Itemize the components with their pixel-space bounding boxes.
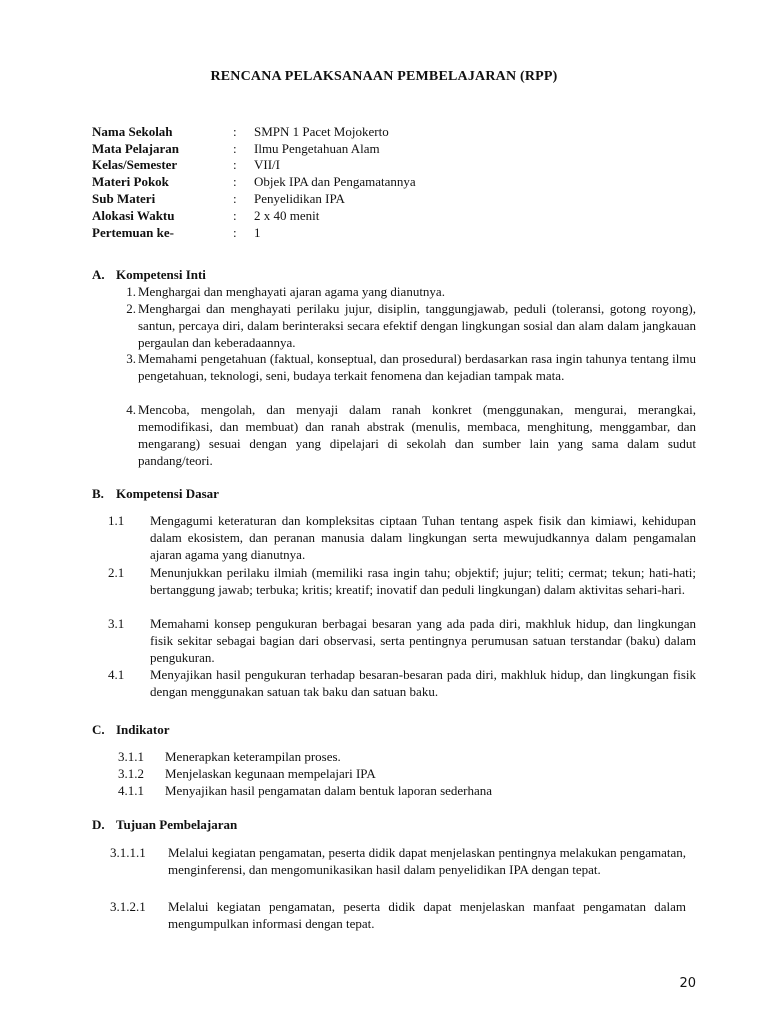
list-text: Menghargai dan menghayati ajaran agama yang dianutnya. bbox=[138, 284, 445, 299]
info-row-subject bbox=[92, 140, 692, 157]
info-value: Penyelidikan IPA bbox=[254, 191, 345, 206]
info-label: Kelas/Semester bbox=[92, 157, 178, 172]
section-letter: C. bbox=[92, 722, 105, 737]
info-colon: : bbox=[233, 174, 237, 189]
info-label: Mata Pelajaran bbox=[92, 141, 180, 156]
list-number: 4.1.1 bbox=[118, 783, 144, 798]
info-colon: : bbox=[233, 141, 237, 156]
list-text: Memahami konsep pengukuran berbagai besaran yang ada pada diri, makhluk hidup, dan lingkungan fisik sekitar sebagai bagian dari observasi, serta pentingnya perumusan satuan terstandar (baku) dalam pengukuran. bbox=[150, 616, 696, 665]
info-label: Materi Pokok bbox=[92, 174, 169, 189]
info-row-meeting bbox=[92, 224, 692, 241]
section-title: Indikator bbox=[116, 722, 170, 737]
list-text: Melalui kegiatan pengamatan, peserta didik dapat menjelaskan manfaat pengamatan dalam mengumpulkan informasi dengan tepat. bbox=[168, 899, 686, 931]
info-value: Objek IPA dan Pengamatannya bbox=[254, 174, 416, 189]
info-row-school bbox=[92, 123, 692, 140]
section-letter: D. bbox=[92, 817, 105, 832]
info-value: SMPN 1 Pacet Mojokerto bbox=[254, 124, 389, 139]
section-heading-b bbox=[92, 485, 219, 502]
list-text: Mencoba, mengolah, dan menyaji dalam ranah konkret (menggunakan, mengurai, merangkai, memodifikasi, dan membuat) dan ranah abstrak (menulis, membaca, menghitung, menggambar, dan mengarang) sesuai dengan yang dipelajari di sekolah dan sumber lain yang sama dalam sudut pandang/teori. bbox=[138, 402, 696, 468]
list-text: Menunjukkan perilaku ilmiah (memiliki rasa ingin tahu; objektif; jujur; teliti; cermat; tekun; hati-hati; bertanggung jawab; terbuka; kritis; kreatif; inovatif dan peduli lingkungan) dalam aktivitas sehari-hari. bbox=[150, 565, 696, 597]
list-number: 2. bbox=[126, 301, 136, 316]
list-item-kd-1-1 bbox=[108, 512, 696, 563]
list-text: Menerapkan keterampilan proses. bbox=[165, 749, 341, 764]
list-number: 1.1 bbox=[108, 513, 125, 528]
info-row-topic bbox=[92, 173, 692, 190]
page-number: 20 bbox=[679, 976, 696, 991]
list-text: Menyajikan hasil pengukuran terhadap besaran-besaran pada diri, makhluk hidup, dan lingkungan fisik dengan menggunakan satuan tak baku dan satuan baku. bbox=[150, 667, 696, 699]
list-number: 2.1 bbox=[108, 565, 125, 580]
section-letter: B. bbox=[92, 486, 104, 501]
info-colon: : bbox=[233, 191, 237, 206]
list-item-kd-4-1 bbox=[108, 666, 696, 700]
info-row-class bbox=[92, 156, 692, 173]
section-heading-c bbox=[92, 721, 169, 738]
info-colon: : bbox=[233, 225, 237, 240]
info-value: 1 bbox=[254, 225, 261, 240]
list-item-ki-2 bbox=[112, 300, 696, 351]
list-number: 4.1 bbox=[108, 667, 125, 682]
list-item-indikator-3 bbox=[118, 782, 698, 799]
list-number: 1. bbox=[126, 284, 136, 299]
list-item-ki-1 bbox=[112, 283, 696, 300]
section-title: Kompetensi Inti bbox=[116, 267, 206, 282]
list-item-indikator-1 bbox=[118, 748, 698, 765]
section-letter: A. bbox=[92, 267, 105, 282]
list-text: Memahami pengetahuan (faktual, konseptual, dan prosedural) berdasarkan rasa ingin tahunya tentang ilmu pengetahuan, teknologi, seni, budaya terkait fenomena dan kejadian tampak mata. bbox=[138, 351, 696, 383]
list-number: 3. bbox=[126, 351, 136, 366]
list-number: 3.1 bbox=[108, 616, 125, 631]
info-label: Nama Sekolah bbox=[92, 124, 173, 139]
list-number: 3.1.2 bbox=[118, 766, 144, 781]
section-title: Tujuan Pembelajaran bbox=[116, 817, 238, 832]
info-row-time bbox=[92, 207, 692, 224]
info-colon: : bbox=[233, 208, 237, 223]
list-number: 4. bbox=[126, 402, 136, 417]
section-title: Kompetensi Dasar bbox=[116, 486, 219, 501]
list-number: 3.1.1.1 bbox=[110, 845, 146, 860]
list-item-tujuan-2 bbox=[110, 898, 686, 932]
list-number: 3.1.2.1 bbox=[110, 899, 146, 914]
info-label: Sub Materi bbox=[92, 191, 156, 206]
info-value: VII/I bbox=[254, 157, 280, 172]
info-value: Ilmu Pengetahuan Alam bbox=[254, 141, 380, 156]
list-text: Menyajikan hasil pengamatan dalam bentuk laporan sederhana bbox=[165, 783, 493, 798]
list-item-ki-3 bbox=[112, 350, 696, 384]
info-label: Pertemuan ke- bbox=[92, 225, 174, 240]
list-text: Melalui kegiatan pengamatan, peserta didik dapat menjelaskan pentingnya melakukan pengamatan, menginferensi, dan mengomunikasikan hasil dalam penyelidikan IPA dengan tepat. bbox=[168, 845, 686, 877]
list-item-kd-3-1 bbox=[108, 615, 696, 666]
section-heading-a bbox=[92, 266, 206, 283]
info-colon: : bbox=[233, 157, 237, 172]
info-label: Alokasi Waktu bbox=[92, 208, 175, 223]
list-number: 3.1.1 bbox=[118, 749, 144, 764]
list-item-ki-4 bbox=[112, 401, 696, 469]
list-text: Menghargai dan menghayati perilaku jujur, disiplin, tanggungjawab, peduli (toleransi, gotong royong), santun, percaya diri, dalam berinteraksi secara efektif dengan lingkungan sosial dan alam dalam jangkauan pergaulan dan keberadaannya. bbox=[138, 301, 696, 350]
list-text: Menjelaskan kegunaan mempelajari IPA bbox=[165, 766, 376, 781]
section-heading-d bbox=[92, 816, 237, 833]
list-item-indikator-2 bbox=[118, 765, 698, 782]
document-title: RENCANA PELAKSANAAN PEMBELAJARAN (RPP) bbox=[210, 69, 558, 84]
list-text: Mengagumi keteraturan dan kompleksitas ciptaan Tuhan tentang aspek fisik dan kimiawi, kehidupan dalam ekosistem, dan peranan manusia dalam lingkungan serta mewujudkannya dalam pengamalan ajaran agama yang dianutnya. bbox=[150, 513, 696, 562]
info-colon: : bbox=[233, 124, 237, 139]
info-row-subtopic bbox=[92, 190, 692, 207]
info-value: 2 x 40 menit bbox=[254, 208, 320, 223]
list-item-tujuan-1 bbox=[110, 844, 686, 878]
list-item-kd-2-1 bbox=[108, 564, 696, 598]
